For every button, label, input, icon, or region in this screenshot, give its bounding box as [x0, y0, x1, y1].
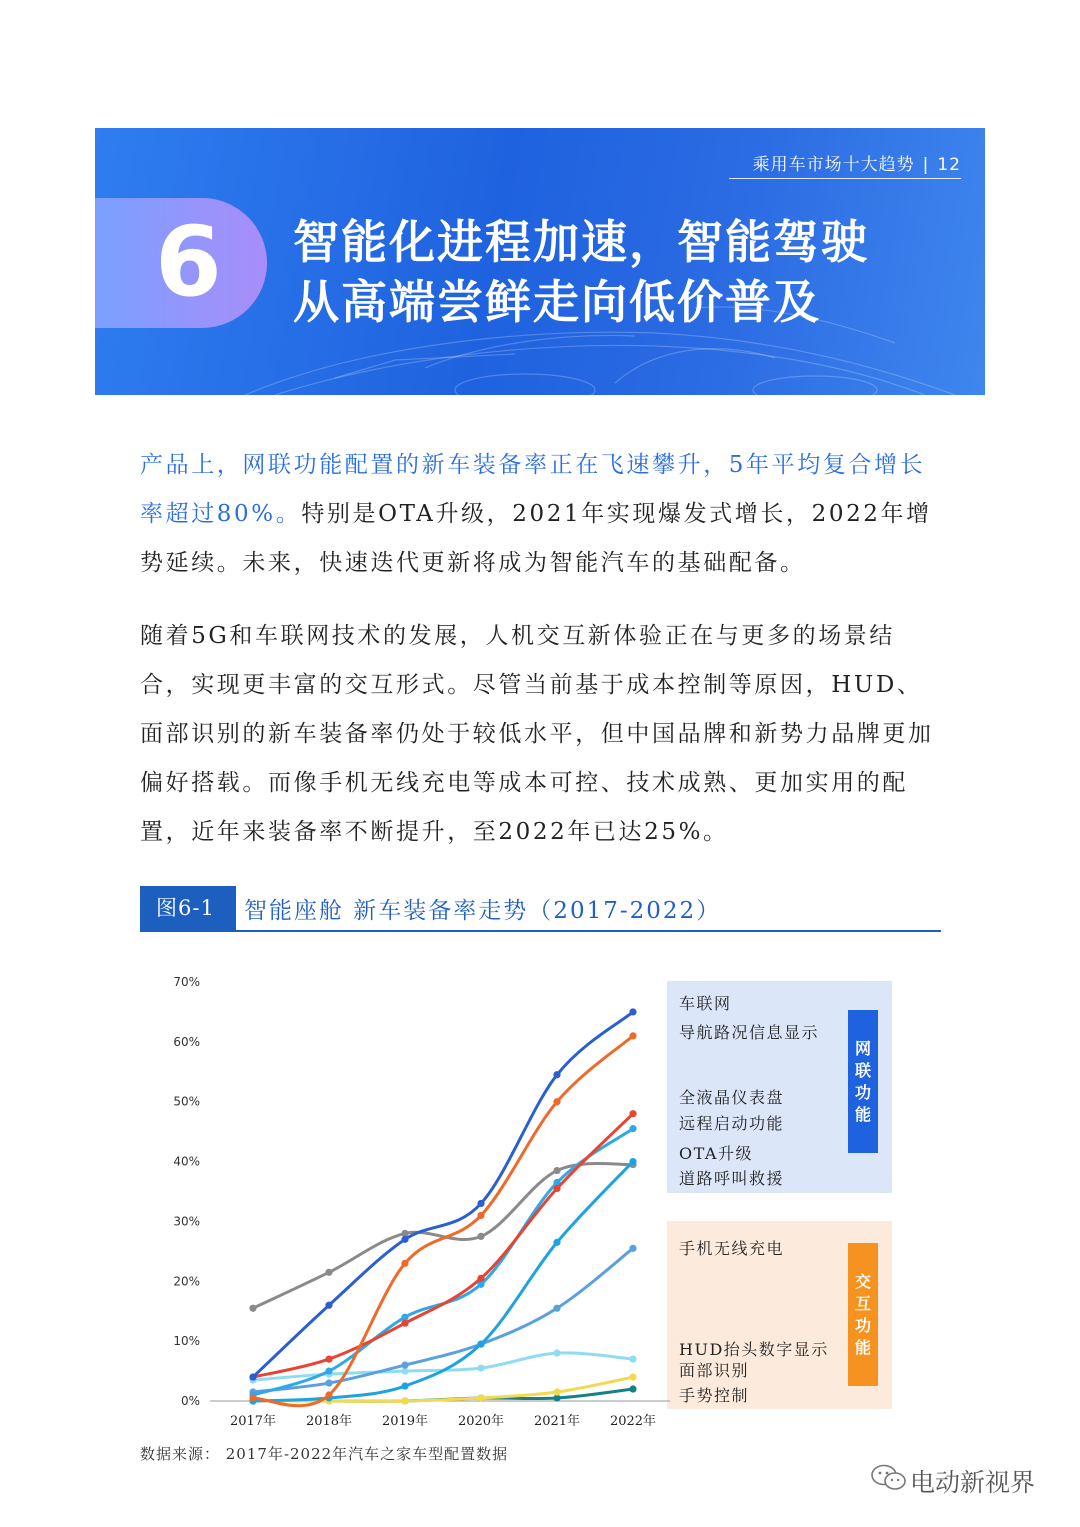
section-name: 乘用车市场十大趋势: [752, 155, 915, 175]
y-tick-label: 10%: [173, 1334, 200, 1349]
wechat-icon: [870, 1463, 908, 1493]
section-label: [753, 150, 961, 175]
y-tick-label: 0%: [180, 1394, 200, 1408]
group-tag-char: 能: [854, 1105, 871, 1124]
data-point: [401, 1236, 408, 1243]
data-point: [629, 1373, 636, 1380]
data-point: [629, 1158, 636, 1165]
legend-item: 导航路况信息显示: [679, 1023, 820, 1042]
label-underline: [729, 178, 961, 179]
legend-item: HUD抬头数字显示: [679, 1340, 829, 1359]
paragraph-1-highlight: 产品上，网联功能配置的新车装备率正在飞速攀升，5年平均复合增长率超过80%。: [140, 452, 926, 527]
label-separator: |: [922, 155, 930, 175]
figure-header: [140, 886, 941, 934]
y-tick-label: 30%: [173, 1214, 200, 1229]
group-tag-char: 功: [854, 1083, 871, 1102]
series-line: [253, 1012, 633, 1377]
data-point: [477, 1275, 484, 1282]
data-point: [477, 1341, 484, 1348]
legend-item: 面部识别: [679, 1361, 750, 1380]
data-point: [401, 1260, 408, 1267]
group-tag-char: 互: [854, 1294, 871, 1313]
series-line: [253, 1114, 633, 1377]
banner-title-line1: 智能化进程加速，智能驾驶: [293, 215, 869, 269]
x-tick-label: 2021年: [533, 1414, 581, 1429]
series-line: [253, 1163, 633, 1308]
data-point: [325, 1302, 332, 1309]
trend-number: 6: [155, 206, 222, 318]
data-point: [401, 1320, 408, 1327]
data-point: [629, 1008, 636, 1015]
y-tick-label: 50%: [173, 1094, 200, 1109]
figure-rule: [140, 930, 941, 932]
data-point: [477, 1364, 484, 1371]
figure-title: 智能座舱 新车装备率走势（2017-2022）: [244, 898, 722, 924]
legend-item: 远程启动功能: [679, 1114, 785, 1133]
data-point: [401, 1382, 408, 1389]
watermark-text: 电动新视界: [910, 1468, 1036, 1497]
data-point: [553, 1185, 560, 1192]
group-tag-char: 功: [854, 1316, 871, 1335]
data-point: [629, 1110, 636, 1117]
paragraph-1: [140, 441, 945, 588]
x-tick-label: 2018年: [305, 1414, 353, 1429]
banner-title-line2: 从高端尝鲜走向低价普及: [293, 275, 821, 329]
trend-number-badge: [95, 198, 267, 328]
x-tick-label: 2019年: [381, 1414, 429, 1429]
data-point: [325, 1391, 332, 1398]
data-point: [629, 1125, 636, 1132]
data-point: [249, 1394, 256, 1401]
legend-item: 手势控制: [679, 1386, 750, 1405]
network-group-tag: [848, 1010, 878, 1153]
data-point: [553, 1388, 560, 1395]
data-point: [553, 1350, 560, 1357]
legend-item: 道路呼叫救援: [679, 1169, 785, 1188]
group-tag-char: 能: [854, 1338, 871, 1357]
legend-item: OTA升级: [679, 1144, 753, 1163]
y-tick-label: 70%: [173, 975, 200, 989]
x-tick-label: 2020年: [457, 1414, 505, 1429]
legend-item: 手机无线充电: [679, 1239, 785, 1258]
data-point: [477, 1200, 484, 1207]
data-point: [629, 1356, 636, 1363]
legend-item: 车联网: [679, 994, 732, 1013]
data-point: [629, 1032, 636, 1039]
data-point: [249, 1373, 256, 1380]
data-point: [477, 1394, 484, 1401]
data-point: [553, 1305, 560, 1312]
data-point: [325, 1367, 332, 1374]
data-point: [553, 1167, 560, 1174]
data-point: [325, 1379, 332, 1386]
data-point: [553, 1239, 560, 1246]
interaction-group-tag: [848, 1243, 878, 1386]
x-tick-label: 2022年: [609, 1414, 657, 1429]
paragraph-1-rest: 特别是OTA升级，2021年实现爆发式增长，2022年增势延续。未来，快速迭代更新将成为智能汽车的基础配备。: [140, 501, 932, 576]
data-point: [629, 1385, 636, 1392]
data-point: [325, 1269, 332, 1276]
figure-tag: 图6-1: [140, 886, 236, 931]
data-point: [401, 1397, 408, 1404]
data-point: [629, 1245, 636, 1252]
y-tick-label: 20%: [173, 1274, 200, 1289]
data-point: [325, 1356, 332, 1363]
legend-item: 全液晶仪表盘: [679, 1088, 785, 1107]
page-number: 12: [937, 155, 961, 175]
section-banner: [95, 128, 985, 395]
data-point: [401, 1361, 408, 1368]
data-source: 数据来源： 2017年-2022年汽车之家车型配置数据: [140, 1445, 509, 1463]
data-point: [249, 1305, 256, 1312]
group-tag-char: 交: [854, 1272, 871, 1291]
data-point: [553, 1071, 560, 1078]
data-point: [553, 1098, 560, 1105]
banner-title: [293, 212, 869, 332]
y-tick-label: 60%: [173, 1034, 200, 1049]
data-point: [477, 1212, 484, 1219]
paragraph-2: 随着5G和车联网技术的发展，人机交互新体验正在与更多的场景结合，实现更丰富的交互形式。尽管当前基于成本控制等原因，HUD、面部识别的新车装备率仍处于较低水平，但中国品牌和新势力品牌更加偏好搭载。而像手机无线充电等成本可控、技术成熟、更加实用的配置，近年来装备率不断提升，至2022年已达25%。: [140, 623, 934, 845]
y-tick-label: 40%: [173, 1154, 200, 1169]
group-tag-char: 网: [854, 1039, 871, 1058]
x-tick-label: 2017年: [229, 1414, 277, 1429]
data-point: [477, 1233, 484, 1240]
group-tag-char: 联: [854, 1061, 871, 1080]
